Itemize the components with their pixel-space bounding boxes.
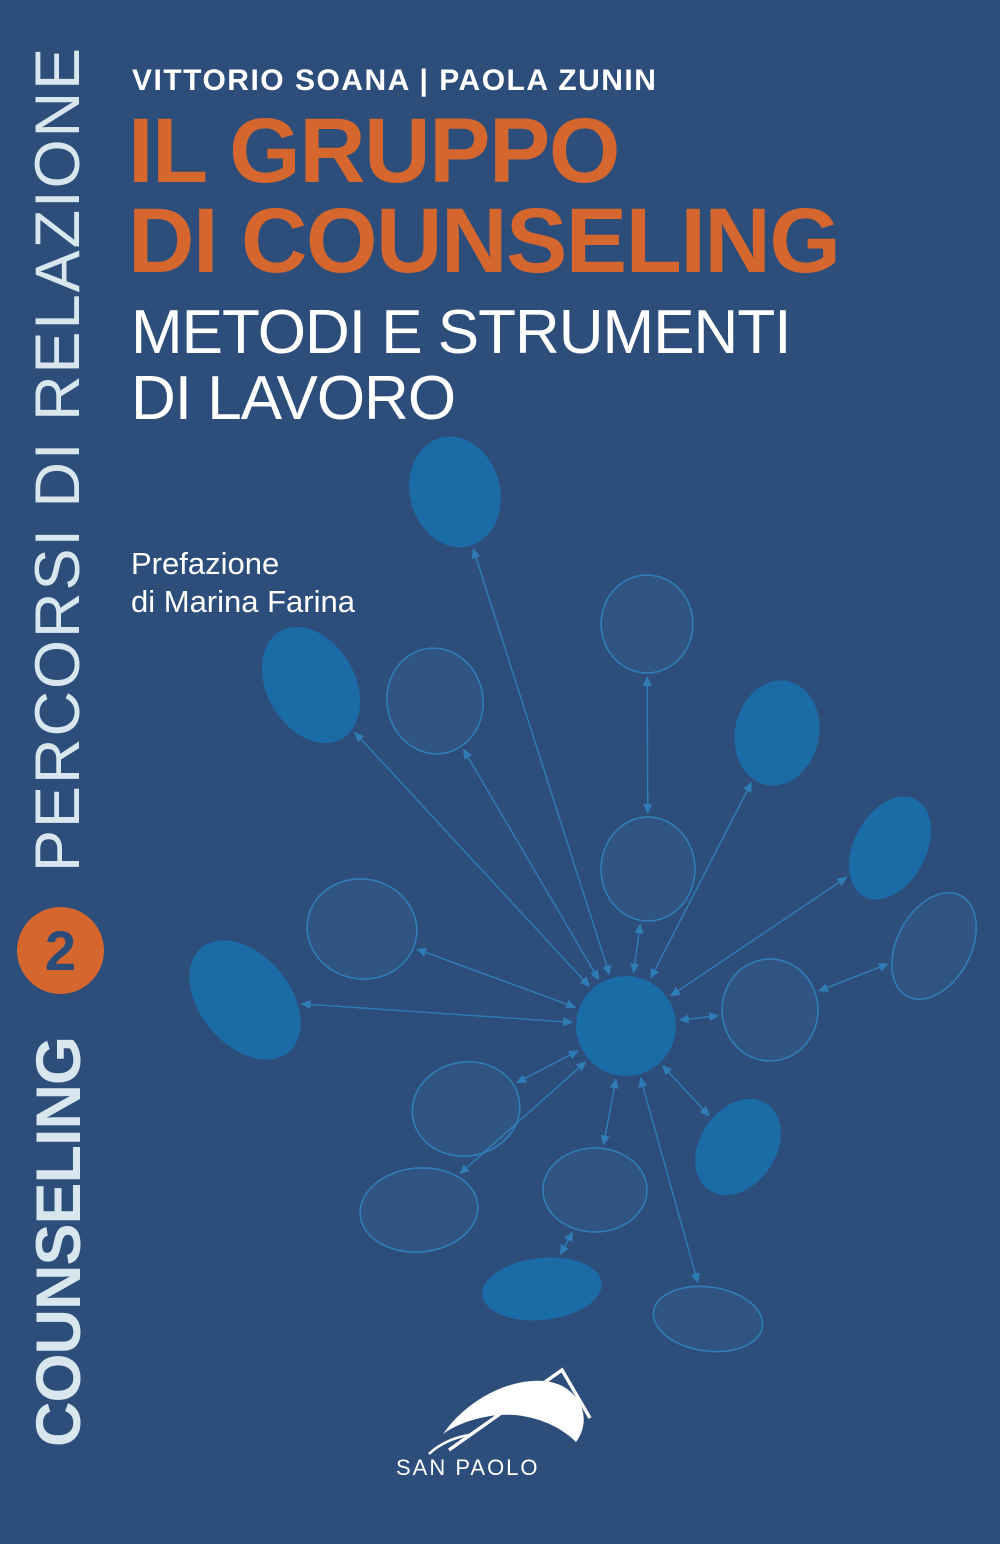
subtitle-line-2: DI LAVORO — [131, 364, 456, 433]
arrowhead — [563, 1017, 573, 1026]
diagram-bubble — [601, 575, 693, 673]
arrowhead — [643, 804, 652, 814]
arrowhead — [630, 963, 639, 974]
connector-line — [476, 557, 607, 967]
diagram-bubble — [875, 878, 994, 1013]
connector-line — [524, 1055, 571, 1079]
diagram-bubble — [405, 1053, 528, 1164]
arrowhead — [590, 969, 599, 980]
arrowhead — [818, 983, 829, 991]
arrowhead — [603, 965, 612, 976]
diagram-bubble — [167, 919, 323, 1081]
series-subtitle-vertical: PERCORSI DI RELAZIONE — [23, 45, 93, 872]
diagram-bubble — [649, 1280, 767, 1359]
arrowhead — [416, 948, 427, 956]
diagram-bubble — [357, 1163, 482, 1257]
title-line-1: IL GRUPPO — [128, 100, 619, 202]
arrowhead — [670, 987, 681, 996]
subtitle-line-1: METODI E STRUMENTI — [131, 298, 791, 367]
authors-line: VITTORIO SOANA | PAOLA ZUNIN — [132, 64, 658, 97]
arrowhead — [635, 923, 644, 934]
title-line-2: DI COUNSELING — [128, 190, 840, 292]
publisher-logo — [393, 1358, 613, 1488]
diagram-bubble — [722, 959, 818, 1061]
arrowhead — [837, 877, 848, 886]
connector-line — [605, 1087, 614, 1137]
arrowhead — [565, 1000, 576, 1008]
series-name-vertical: COUNSELING — [24, 1036, 94, 1448]
connector-line — [826, 967, 880, 988]
volume-badge — [17, 907, 104, 994]
volume-number: 2 — [44, 918, 77, 982]
preface — [131, 545, 355, 621]
arrowhead — [472, 548, 481, 559]
book-subtitle — [131, 300, 790, 432]
arrowhead — [709, 1012, 719, 1021]
arrowhead — [610, 1078, 619, 1089]
connector-line — [425, 952, 568, 1005]
san-paolo-swoosh-icon — [429, 1370, 590, 1454]
preface-line-2: di Marina Farina — [131, 584, 355, 619]
arrowhead — [679, 1015, 689, 1024]
arrowhead — [601, 1135, 610, 1146]
preface-line-1: Prefazione — [131, 546, 280, 581]
diagram-bubble — [299, 870, 425, 988]
arrowhead — [463, 749, 472, 760]
arrowhead — [301, 1000, 311, 1009]
diagram-bubble — [397, 426, 513, 557]
arrowhead — [691, 1273, 700, 1284]
diagram-bubble — [725, 672, 829, 793]
connector-line — [468, 756, 595, 972]
diagram-bubble — [601, 817, 695, 921]
connector-line — [643, 1086, 696, 1275]
arrowhead — [878, 963, 889, 971]
arrowhead — [643, 676, 652, 686]
diagram-bubble — [479, 1252, 605, 1326]
diagram-bubble — [832, 783, 947, 914]
arrowhead — [639, 1077, 648, 1088]
diagram-bubble — [379, 640, 492, 761]
connector-line — [668, 1072, 704, 1110]
diagram-bubble — [543, 1148, 647, 1232]
connector-line — [310, 1004, 565, 1021]
connector-line — [564, 1239, 568, 1247]
diagram-center-node — [576, 976, 676, 1076]
connector-line — [635, 932, 640, 964]
book-title — [128, 100, 840, 292]
connector-line — [688, 1017, 711, 1020]
publisher-name: SAN PAOLO — [396, 1455, 540, 1480]
